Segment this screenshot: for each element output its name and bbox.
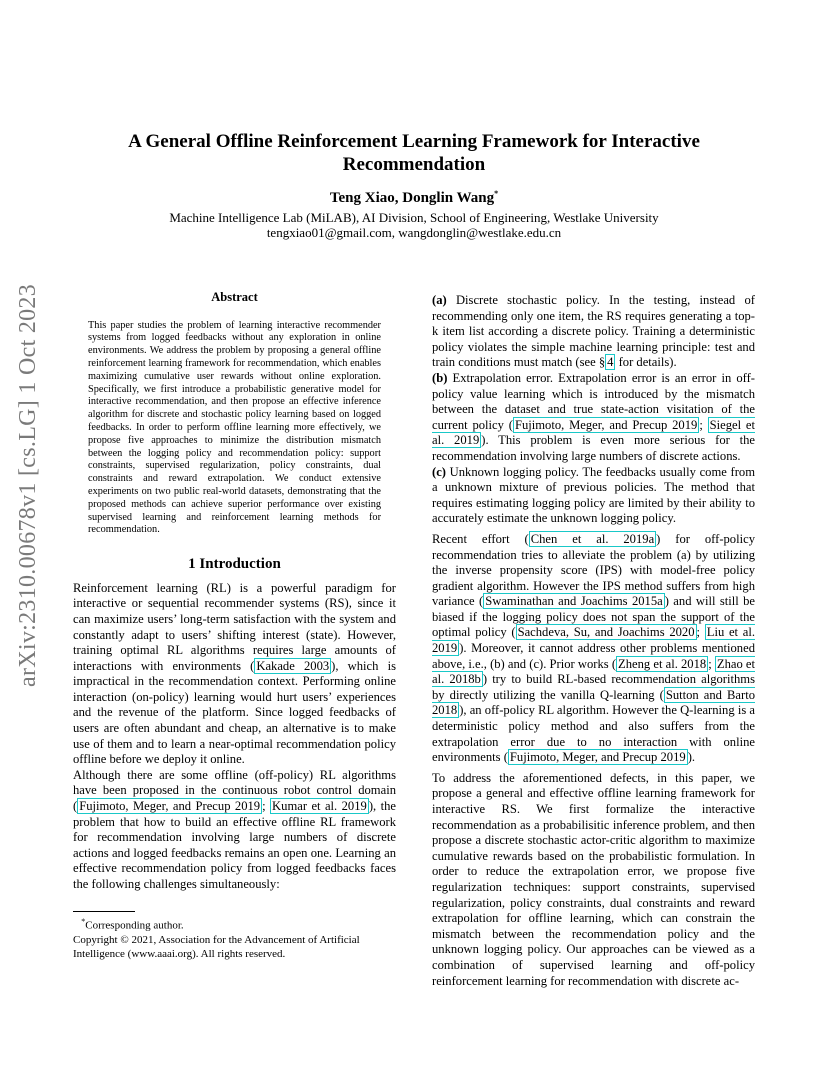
citation-link[interactable]: Fujimoto, Meger, and Precup 2019 bbox=[79, 799, 261, 814]
authors bbox=[0, 189, 828, 207]
citation-link[interactable]: Fujimoto, Meger, and Precup 2019 bbox=[514, 417, 698, 432]
copyright-notice: Copyright © 2021, Association for the Advancement of Artificial Intelligence (www.aaai.org). All rights reserved. bbox=[73, 933, 360, 960]
footnote-rule bbox=[73, 911, 135, 912]
challenge-a-label: (a) bbox=[432, 293, 447, 307]
footnote-corresponding: *Corresponding author. bbox=[81, 917, 184, 932]
citation-link[interactable]: Siegel et al. 2019 bbox=[432, 417, 755, 448]
intro-paragraph-2: Although there are some offline (off-policy) RL algorithms have been proposed in the continuous robot control domain ( Fujimoto, Meger, and Precup 2019 ; Kumar et al. 2019 ), the problem that how to build an effective offline RL framework for recommendation involving large numbers of discrete actions and logged feedbacks remains an open one. Learning an effective recommendation policy from logged feedbacks faces the following challenges simultaneously: bbox=[73, 767, 396, 892]
citation-link[interactable]: Swaminathan and Joachims 2015a bbox=[485, 594, 663, 609]
left-column bbox=[73, 290, 396, 893]
emails: tengxiao01@gmail.com, wangdonglin@westlake.edu.cn bbox=[266, 225, 562, 240]
citation-link[interactable]: Liu et al. 2019 bbox=[432, 625, 755, 656]
introduction-heading: 1 Introduction bbox=[188, 556, 281, 573]
affiliation: Machine Intelligence Lab (MiLAB), AI Division, School of Engineering, Westlake University bbox=[169, 210, 659, 225]
footnote-mark: * bbox=[81, 917, 86, 926]
affiliation-block bbox=[0, 210, 828, 240]
challenge-b: (b) Extrapolation error. Extrapolation error is an error in off-policy value learning which is introduced by the mismatch between the dataset and true state-action visitation of the current policy ( Fujimoto, Meger, and Precup 2019 ; Siegel et al. 2019 ). This problem is even more serious for the recommendation involving large numbers of discrete actions. bbox=[432, 370, 755, 463]
right-column bbox=[432, 293, 755, 989]
citation-link[interactable]: Kakade 2003 bbox=[256, 658, 330, 673]
footnote-block bbox=[73, 911, 396, 961]
citation-link[interactable]: Chen et al. 2019a bbox=[530, 531, 655, 546]
author-names: Teng Xiao, Donglin Wang bbox=[329, 190, 495, 206]
paper-title: A General Offline Reinforcement Learning Framework for Interactive Recommendation bbox=[128, 131, 700, 175]
citation-link[interactable]: Fujimoto, Meger, and Precup 2019 bbox=[509, 750, 686, 765]
citation-link[interactable]: Zhao et al. 2018b bbox=[432, 656, 755, 687]
abstract-body: This paper studies the problem of learning interactive recommender systems from logged feedbacks without any exploration in online environments. We address the problem by proposing a general offline reinforcement learning framework for recommendation, which enables maximizing cumulative user rewards without online exploration. Specifically, we first introduce a probabilistic generative model for interactive recommendation, and then propose an effective inference algorithm for discrete and stochastic policy learning based on logged feedbacks. In order to perform offline learning more effectively, we propose five approaches to minimize the distribution mismatch between the logging policy and recommendation policy: support constraints, supervised regularization, policy constraints, dual constraints and reward extrapolation. We conduct extensive experiments on two public real-world datasets, demonstrating that the proposed methods can achieve superior performance over existing supervised learning and reinforcement learning methods for recommendation. bbox=[88, 319, 381, 536]
section-link[interactable]: 4 bbox=[607, 355, 614, 370]
citation-link[interactable]: Sutton and Barto 2018 bbox=[432, 687, 755, 718]
citation-link[interactable]: Zheng et al. 2018 bbox=[618, 656, 707, 671]
contribution-paragraph: To address the aforementioned defects, in this paper, we propose a general and effective offline learning framework for interactive RS. We first formalize the interactive recommendation as a probabilisitic inference problem, and then propose a discrete stochastic actor-critic algorithm to maximize cumulative rewards based on the probabilistic formulation. In order to reduce the extrapolation error, we propose five regularization techniques: support constraints, supervised regularization, policy constraints, dual constraints and reward extrapolation for offline learning, which can constrain the mismatch between the recommendation policy and the unknown logging policy. Our approaches can be viewed as a combination of supervised learning and off-policy reinforcement learning for recommendation with discrete ac- bbox=[432, 770, 755, 988]
citation-link[interactable]: Kumar et al. 2019 bbox=[272, 799, 367, 814]
related-work-paragraph: Recent effort ( Chen et al. 2019a ) for off-policy recommendation tries to alleviate the problem (a) by utilizing the inverse propensity score (IPS) with model-free policy gradient algorithm. However the IPS method suffers from high variance ( Swaminathan and Joachims 2015a ) and will still be biased if the logging policy does not span the support of the optimal policy ( Sachdeva, Su, and Joachims 2020 ; Liu et al. 2019 ). Moreover, it cannot address other problems mentioned above, i.e., (b) and (c). Prior works ( Zheng et al. 2018 ; Zhao et al. 2018b ) try to build RL-based recommendation algorithms by directly utilizing the vanilla Q-learning ( Sutton and Barto 2018 ), an off-policy RL algorithm. However the Q-learning is a deterministic policy method and also suffers from the extrapolation error due to no interaction with online environments ( Fujimoto, Meger, and Precup 2019 ). bbox=[432, 531, 755, 765]
challenge-b-label: (b) bbox=[432, 370, 448, 385]
arxiv-identifier: arXiv:2310.00678v1 [cs.LG] 1 Oct 2023 bbox=[15, 283, 41, 687]
intro-paragraph-1: Reinforcement learning (RL) is a powerful paradigm for interactive or sequential recommender systems (RS), since it can maximize users’ long-term satisfaction with the system and constantly adapt to users’ shifting interest (state). However, training optimal RL algorithms requires large amounts of interactions with environments ( Kakade 2003 ), which is impractical in the recommendation context. Performing online interaction (on-policy) learning would hurt users’ experiences and the revenue of the platform. Since logged feedbacks of users are often abundant and cheap, an alternative is to make use of them and to learn a near-optimal recommendation policy offline before we deploy it online. bbox=[73, 580, 396, 767]
citation-link[interactable]: Sachdeva, Su, and Joachims 2020 bbox=[517, 625, 695, 640]
challenge-c-label: (c) bbox=[432, 464, 446, 479]
author-footnote-mark: * bbox=[494, 189, 499, 198]
challenge-c: (c) Unknown logging policy. The feedbacks usually come from a unknown mixture of previous policies. The method that requires estimating logging policy are limited by their ability to accurately estimate the unknown logging policy. bbox=[432, 464, 755, 526]
challenge-a: (a) Discrete stochastic policy. In the testing, instead of recommending only one item, the RS requires generating a top-k item list according a discrete policy. Training a deterministic policy violates the simple machine learning principle: test and train conditions must match (see § 4 for details). bbox=[432, 293, 755, 370]
abstract-heading: Abstract bbox=[211, 290, 258, 304]
